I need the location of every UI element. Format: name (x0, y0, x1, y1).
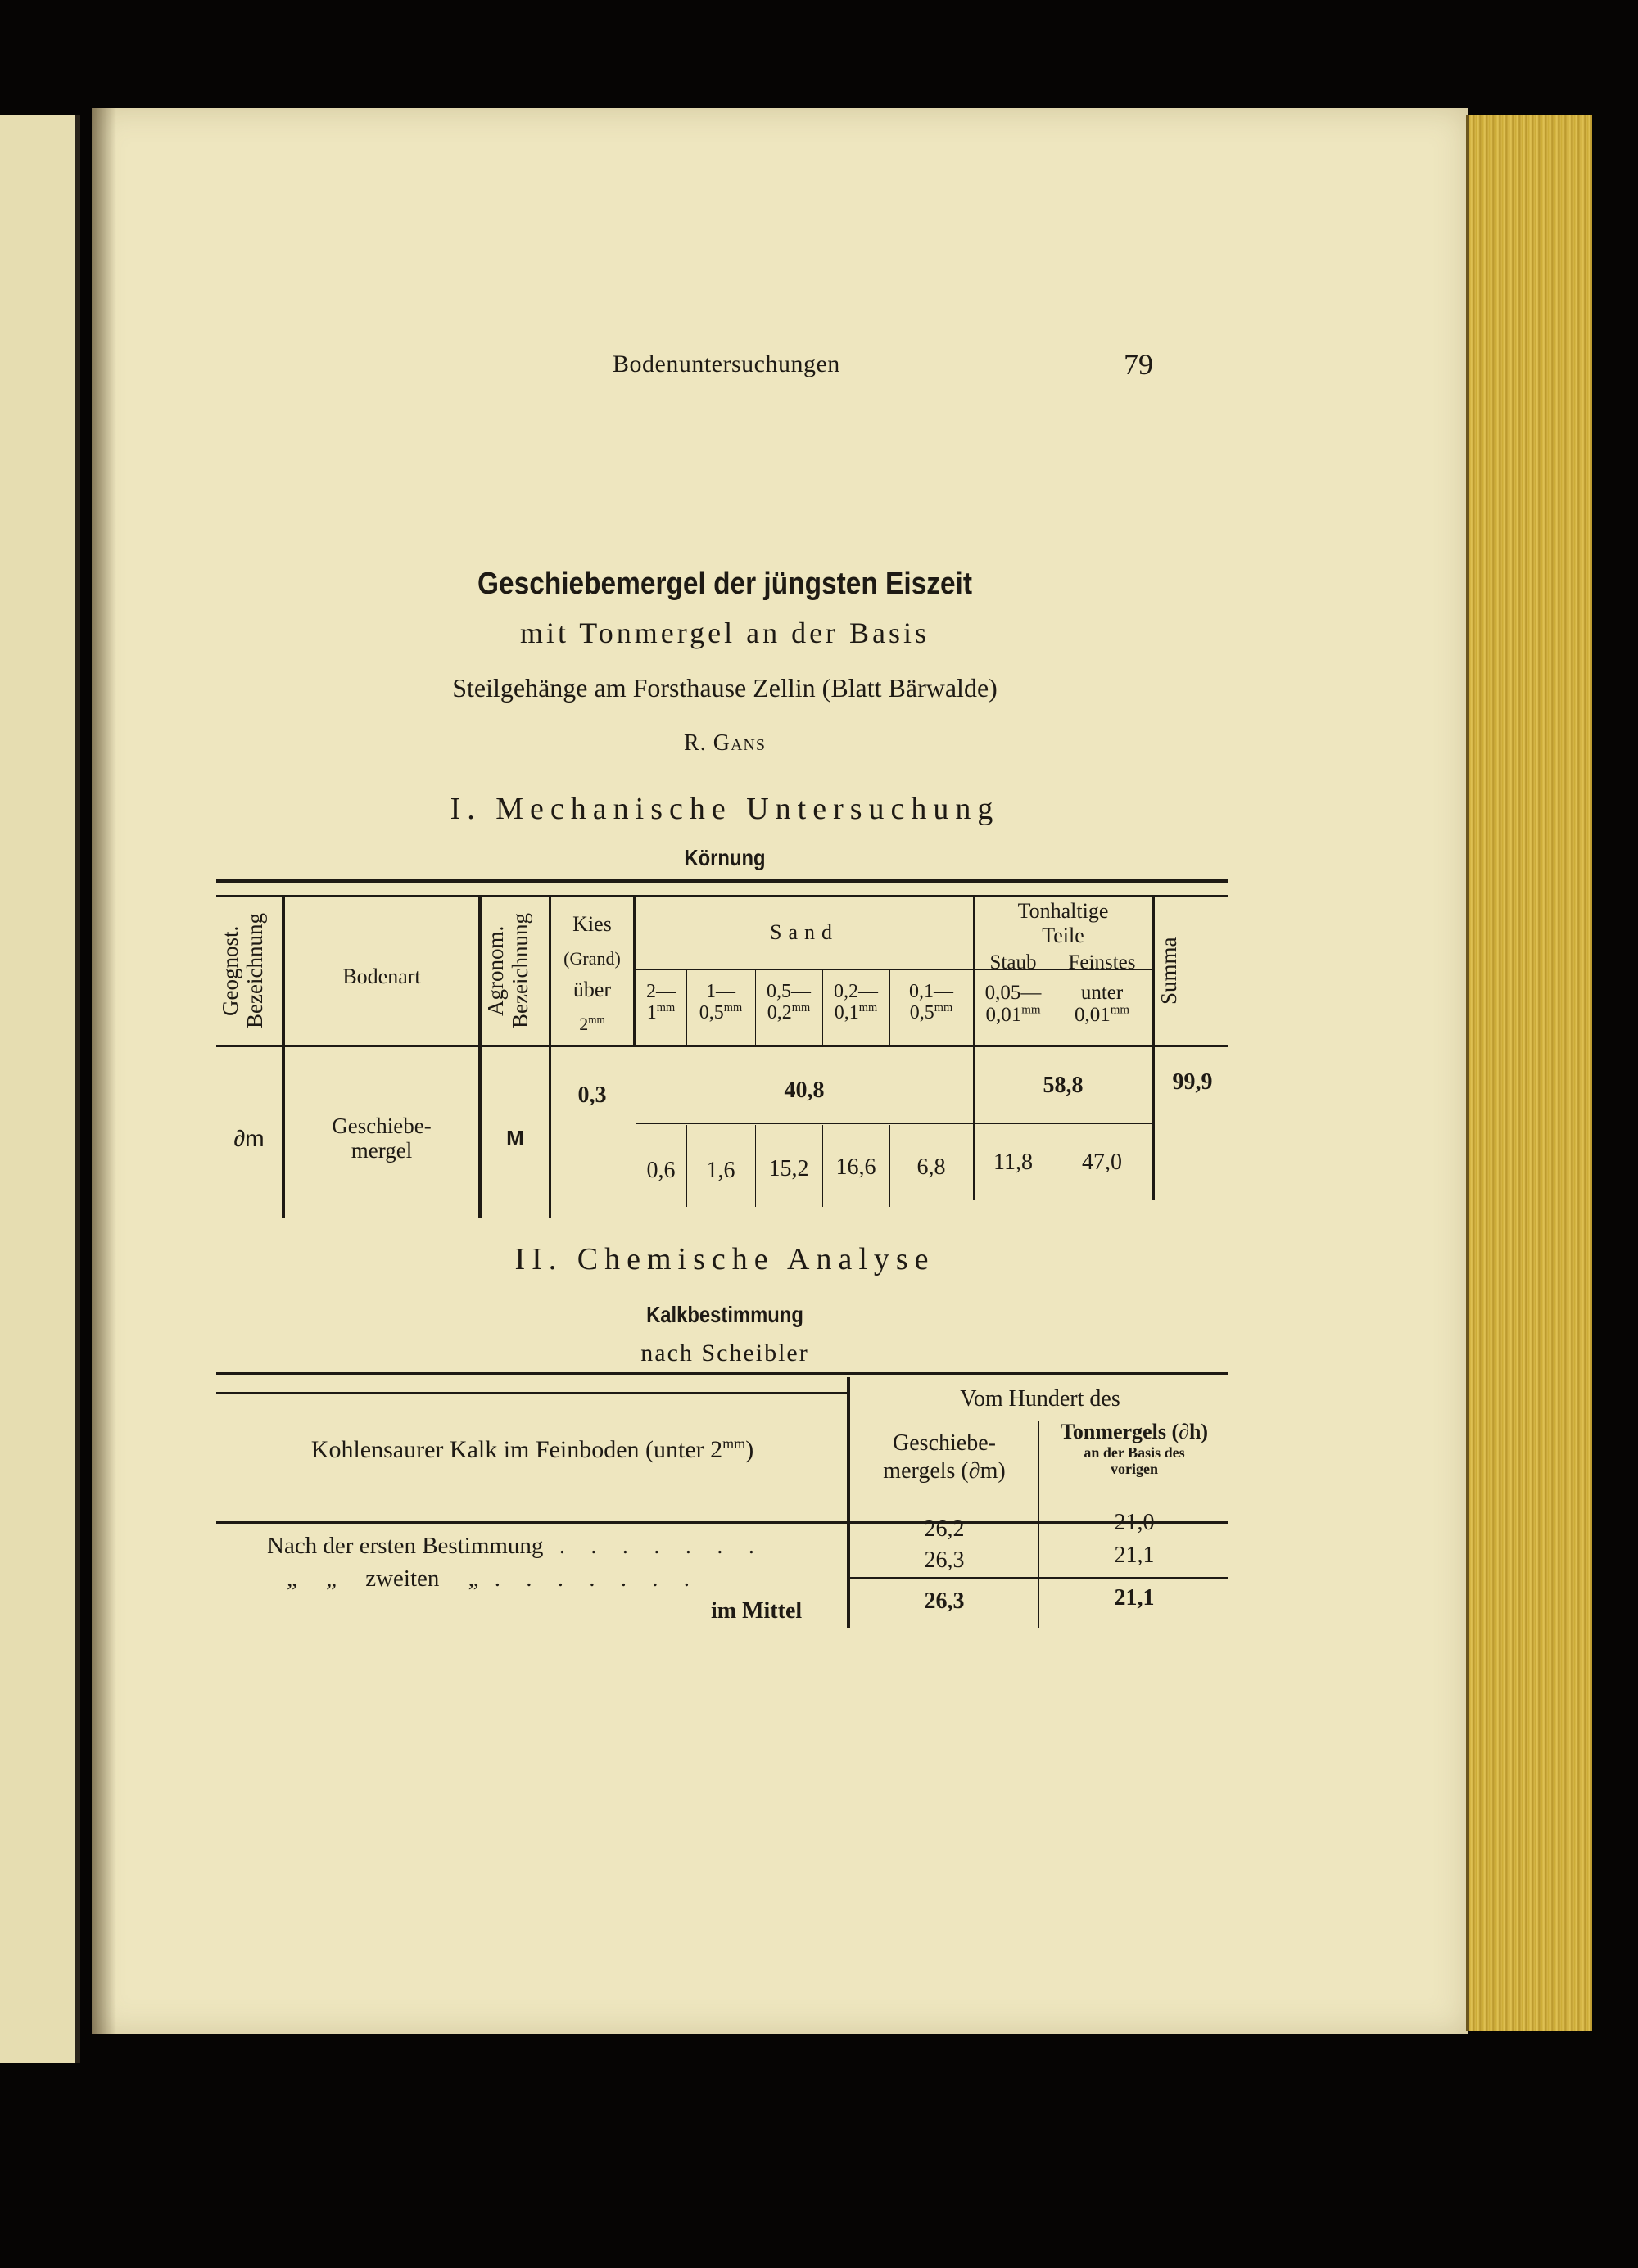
page-number: 79 (1124, 348, 1153, 381)
cell-sand-2-1: 0,6 (646, 1158, 676, 1183)
row-label-mean: im Mittel (711, 1598, 803, 1624)
col-divider-2 (478, 897, 482, 1218)
header-geognost: Geognost. Bezeichnung (218, 913, 267, 1029)
row-label-first: Nach der ersten Bestimmung . . . . . . . (267, 1533, 764, 1559)
table2-left-header: Kohlensaurer Kalk im Feinboden (unter $2^{mm}$) (310, 1435, 754, 1463)
table2-col-geschiebemergel: Geschiebe- mergels (∂m) (883, 1430, 1006, 1484)
header-bodenart: Bodenart (342, 965, 421, 988)
header-kies-grand: (Grand) (563, 948, 621, 969)
cell-mean-geschiebe: 26,3 (924, 1588, 965, 1614)
method-note: nach Scheibler (640, 1340, 809, 1367)
page-gutter-shadow (92, 108, 116, 2034)
col-divider-3 (549, 897, 551, 1218)
header-agronom: Agronom. Bezeichnung (483, 913, 532, 1029)
table2-col-tonmergel: Tonmergels (∂h) an der Basis des vorigen (1060, 1420, 1209, 1477)
page-title: Geschiebemergel der jüngsten Eiszeit (477, 567, 972, 601)
cell-agronom: M (506, 1126, 524, 1150)
table2-vom-hundert: Vom Hundert des (960, 1386, 1120, 1412)
header-sand-2-1: 2— $1^{mm}$ (646, 981, 676, 1023)
cell-first-geschiebe: 26,2 (924, 1516, 965, 1542)
header-sand-02-01: 0,2— $0,1^{mm}$ (834, 981, 878, 1023)
cell-staub: 11,8 (993, 1150, 1033, 1175)
table-header-rule (216, 1045, 1228, 1047)
table2-mean-rule (847, 1577, 1228, 1579)
header-feinstes: Feinstes unter $0,01^{mm}$ (1068, 951, 1136, 1026)
section-heading-chemical: II. Chemische Analyse (514, 1242, 935, 1276)
cell-second-ton: 21,1 (1114, 1543, 1155, 1568)
data-subrow-rule (636, 1123, 1152, 1124)
cell-mean-ton: 21,1 (1114, 1585, 1155, 1611)
table2-top-rule (216, 1372, 1228, 1375)
cell-sand-total: 40,8 (784, 1078, 825, 1103)
cell-kies: 0,3 (577, 1082, 607, 1108)
cell-summa: 99,9 (1172, 1069, 1213, 1095)
cell-first-ton: 21,0 (1114, 1510, 1155, 1535)
cell-sand-02-01: 16,6 (835, 1154, 876, 1180)
col-divider-1 (282, 897, 285, 1218)
cell-geognost: ∂m (233, 1126, 265, 1151)
cell-sand-1-05: 1,6 (706, 1158, 735, 1183)
header-kies-size: $2^{mm}$ (579, 1013, 605, 1034)
col-divider-6 (1152, 897, 1155, 1200)
section-subheading-kalk: Kalkbestimmung (646, 1302, 803, 1327)
locality: Steilgehänge am Forsthause Zellin (Blatt Bärwalde) (452, 673, 998, 703)
header-sand-1-05: 1— $0,5^{mm}$ (699, 981, 743, 1023)
table-top-rule-thin (216, 895, 1228, 897)
left-page-edge (0, 115, 80, 2063)
cell-feinstes: 47,0 (1082, 1150, 1122, 1175)
header-sand: Sand (770, 920, 839, 944)
cell-second-geschiebe: 26,3 (924, 1547, 965, 1573)
section-subheading-koernung: Körnung (684, 845, 766, 870)
page-stack-edges (1466, 115, 1592, 2031)
header-staub: Staub 0,05— $0,01^{mm}$ (984, 951, 1042, 1026)
row-label-second: „ „ zweiten „ . . . . . . . (287, 1565, 700, 1592)
cell-sand-05-02: 15,2 (768, 1156, 809, 1181)
header-kies: Kies (572, 912, 612, 936)
cell-bodenart: Geschiebe- mergel (332, 1114, 432, 1163)
running-head: Bodenuntersuchungen (613, 350, 840, 377)
subtitle: mit Tonmergel an der Basis (519, 617, 930, 649)
header-summa: Summa (1156, 937, 1181, 1005)
table2-value-divider (1038, 1421, 1039, 1628)
author: R. Gans (684, 730, 766, 756)
table2-top-rule-thin (216, 1392, 847, 1394)
table-top-rule (216, 879, 1228, 883)
book-page (92, 108, 1468, 2034)
cell-ton-total: 58,8 (1043, 1073, 1084, 1098)
header-sand-05-02: 0,5— $0,2^{mm}$ (767, 981, 811, 1023)
cell-sand-01-05: 6,8 (916, 1154, 946, 1180)
header-kies-ueber: über (572, 978, 612, 1001)
header-sand-01-05: 0,1— $0,5^{mm}$ (909, 981, 953, 1023)
header-tonhaltige: Tonhaltige Teile (1017, 899, 1109, 947)
table2-col-divider (847, 1377, 850, 1628)
section-heading-mechanical: I. Mechanische Untersuchung (450, 792, 1000, 826)
